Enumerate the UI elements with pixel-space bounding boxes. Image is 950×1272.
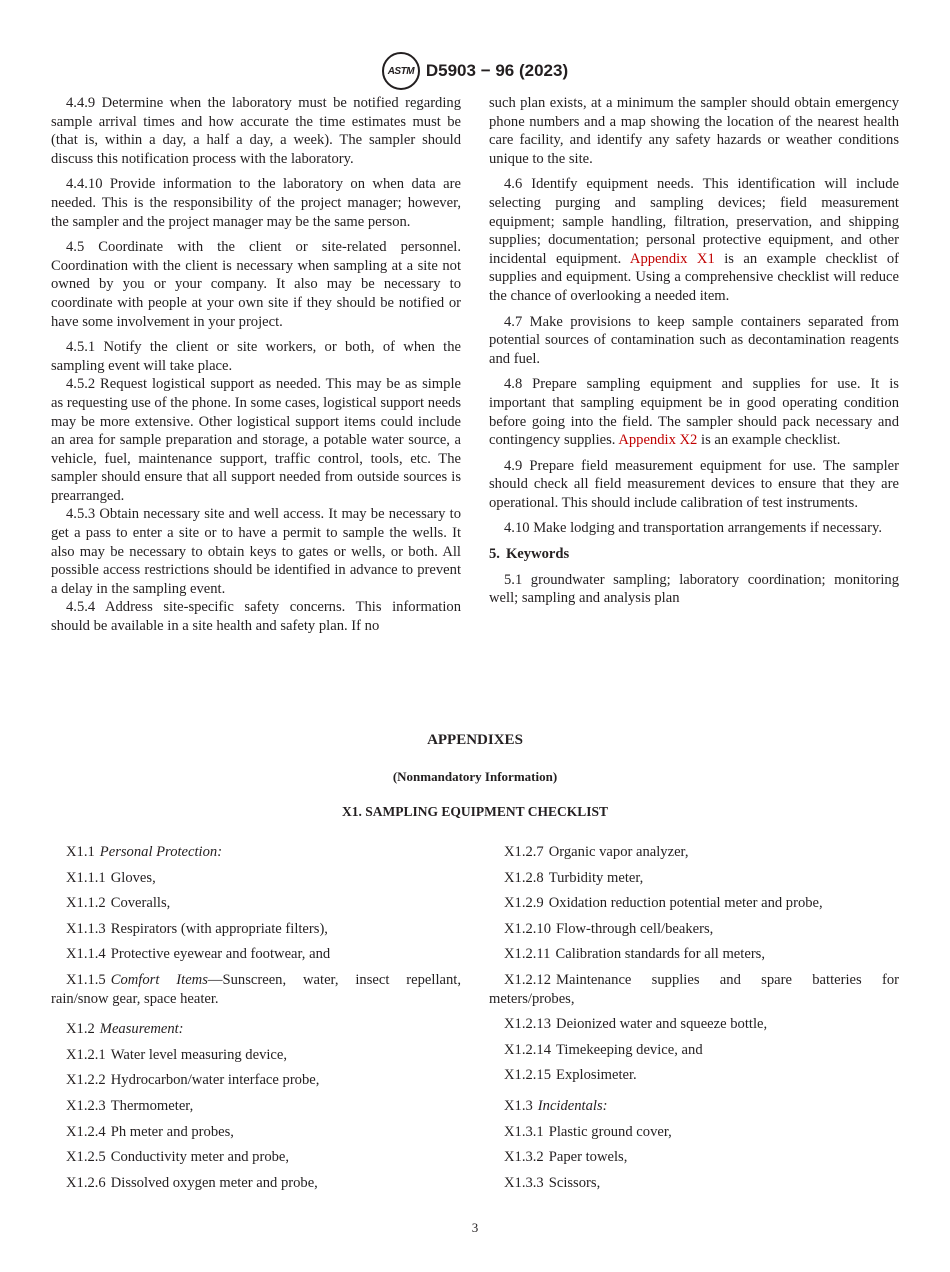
checklist-item (489, 920, 899, 939)
checklist-item (489, 1123, 899, 1142)
paragraph-4-5-4-continued: such plan exists, at a minimum the sampler should obtain emergency phone numbers and a map showing the location of the nearest health care facility, and identify any safety hazards or weather conditions unique to the site. (489, 95, 899, 167)
checklist-item-number: X1.2.8 (504, 869, 544, 886)
checklist-item-text: Plastic ground cover, (548, 1123, 672, 1140)
checklist-item-number: X1.2.14 (504, 1041, 552, 1058)
checklist-item (489, 1066, 899, 1085)
right-text-column (489, 94, 899, 615)
checklist-item (51, 1020, 461, 1039)
paragraph-4-5-2: 4.5.2 Request logistical support as needed. This may be as simple as requesting use of the phone. In some cases, logistical support needs may be more extensive. Other logistical support items could include an area for sample preparation and storage, a potable water source, a vehicle, fuel, maintenance support, traffic control, tools, etc. The sampler should ensure that all support needed from outside sources is prearranged. (51, 376, 461, 504)
checklist-item-number: X1.1.2 (66, 895, 106, 912)
checklist-item-number: X1.2.5 (66, 1149, 106, 1166)
paragraph-5-1: 5.1 groundwater sampling; laboratory coordination; monitoring well; sampling and analysis plan (489, 571, 899, 607)
p48-text: 4.8 Prepare sampling equipment and supplies for use. It is important that sampling equipment be in good operating condition before going into the field. The sampler should pack necessary and contingency supplies. (489, 376, 899, 449)
checklist-item-number: X1.2 (66, 1021, 95, 1038)
checklist-item-text: Conductivity meter and probe, (110, 1149, 290, 1166)
checklist-item-text: Respirators (with appropriate filters), (110, 920, 328, 937)
paragraph-4-8 (489, 375, 899, 449)
checklist-item (51, 1097, 461, 1116)
checklist-item (489, 1097, 899, 1116)
checklist-item-number: X1.1.5 (66, 971, 106, 988)
checklist-right-column (489, 843, 899, 1199)
checklist-item (489, 1041, 899, 1060)
checklist-item-text: Timekeeping device, and (556, 1041, 703, 1058)
checklist-item-text: Dissolved oxygen meter and probe, (110, 1174, 318, 1191)
paragraph-4-6 (489, 175, 899, 305)
checklist-item-number: X1.3 (504, 1097, 533, 1114)
checklist-item-number: X1.3.1 (504, 1123, 544, 1140)
checklist-item-text: Paper towels, (548, 1149, 628, 1166)
checklist-item (489, 1148, 899, 1167)
appendix-x2-link[interactable]: Appendix X2 (618, 432, 698, 449)
astm-logo (382, 52, 420, 90)
checklist-item (51, 1123, 461, 1142)
checklist-item-text: Ph meter and probes, (110, 1123, 234, 1140)
checklist-item-number: X1.1.1 (66, 869, 106, 886)
checklist-item (51, 971, 461, 1008)
checklist-item-text: Hydrocarbon/water interface probe, (110, 1072, 320, 1089)
p48-text-after: is an example checklist. (701, 432, 841, 449)
checklist-item-text: Incidentals: (537, 1097, 608, 1114)
astm-logo-text: ASTM (387, 65, 415, 77)
keywords-heading (489, 545, 899, 564)
checklist-item (489, 869, 899, 888)
checklist-item (489, 1015, 899, 1034)
p46-text-after: is an example checklist of supplies and equipment. Using a comprehensive checklist will reduce the chance of overlooking a needed item. (489, 250, 899, 304)
document-id: D5903 − 96 (2023) (425, 61, 569, 80)
checklist-item (51, 1148, 461, 1167)
checklist-item-text: Personal Protection: (99, 844, 223, 860)
page-header (0, 52, 950, 90)
checklist-item-text: Gloves, (110, 869, 156, 886)
checklist-item-text: Calibration standards for all meters, (555, 946, 766, 963)
paragraph-4-5-1: 4.5.1 Notify the client or site workers, or both, of when the sampling event will take place. (51, 339, 461, 374)
checklist-item-text: Maintenance supplies and spare batteries for meters/probes, (489, 971, 899, 1007)
keywords-number: 5. (489, 546, 500, 563)
checklist-item-text: Scissors, (548, 1174, 601, 1191)
checklist-item-text: Organic vapor analyzer, (548, 844, 689, 860)
checklist-item (51, 843, 461, 862)
checklist-item (489, 1174, 899, 1193)
checklist-item-text: Protective eyewear and footwear, and (110, 946, 331, 963)
checklist-item-text: Water level measuring device, (110, 1046, 288, 1063)
checklist-item-text: Coveralls, (110, 895, 171, 912)
checklist-item-number: X1.3.3 (504, 1174, 544, 1191)
paragraph-4-4-9: 4.4.9 Determine when the laboratory must be notified regarding sample arrival times and how accurate the time estimates must be (that is, within a day, a half a day, a week). The sampler should discuss this notification process with the laboratory. (51, 95, 461, 167)
p46-text: 4.6 Identify equipment needs. This identification will include selecting purging and sampling devices; field measurement equipment; sample handling, filtration, preservation, and shipping supplies; documentation; personal protective equipment, and other incidental equipment. (489, 176, 899, 267)
checklist-item (51, 1174, 461, 1193)
checklist-item-number: X1.2.3 (66, 1097, 106, 1114)
checklist-item-number: X1.2.9 (504, 895, 544, 912)
checklist-item (489, 894, 899, 913)
paragraph-4-5-3: 4.5.3 Obtain necessary site and well access. It may be necessary to get a pass to enter a site or to have a permit to sample the wells. It also may be necessary to obtain keys to gates or wells, or both. All possible access restrictions should be identified in advance to prevent a delay in the sampling event. (51, 506, 461, 597)
checklist-item-number: X1.2.12 (504, 971, 552, 988)
checklist-item-text: Explosimeter. (556, 1067, 637, 1084)
checklist-item-number: X1.2.15 (504, 1067, 552, 1084)
checklist-item (489, 945, 899, 964)
checklist-item-number: X1.1.3 (66, 920, 106, 937)
checklist-item (489, 843, 899, 862)
checklist-item-number: X1.1 (66, 844, 95, 860)
checklist-item-text: Flow-through cell/beakers, (556, 920, 714, 937)
checklist-item (51, 945, 461, 964)
checklist-item-text: Deionized water and squeeze bottle, (556, 1016, 768, 1033)
checklist-item-number: X1.2.6 (66, 1174, 106, 1191)
checklist-item-number: X1.2.2 (66, 1072, 106, 1089)
paragraph-4-9: 4.9 Prepare field measurement equipment for use. The sampler should check all field measurement devices to ensure that they are operational. This should include calibration of test instruments. (489, 457, 899, 511)
keywords-title: Keywords (505, 546, 570, 563)
x1-checklist-title: X1. SAMPLING EQUIPMENT CHECKLIST (341, 804, 609, 819)
checklist-item-number: X1.2.10 (504, 920, 552, 937)
checklist-item-number: X1.2.7 (504, 844, 544, 860)
checklist-left-column (51, 843, 461, 1199)
checklist-item-text: Oxidation reduction potential meter and probe, (548, 895, 823, 912)
checklist-item-text: Measurement: (99, 1021, 184, 1038)
checklist-item (51, 1071, 461, 1090)
checklist-item-text: —Sunscreen, water, insect repellant, rain/snow gear, space heater. (51, 971, 461, 1007)
checklist-item (51, 1046, 461, 1065)
appendix-x1-link[interactable]: Appendix X1 (629, 250, 715, 267)
checklist-item-number: X1.3.2 (504, 1149, 544, 1166)
page-number: 3 (471, 1220, 479, 1235)
paragraph-4-10: 4.10 Make lodging and transportation arrangements if necessary. (504, 520, 882, 537)
checklist-item-number: X1.2.1 (66, 1046, 106, 1063)
checklist-item (51, 894, 461, 913)
checklist-item (489, 971, 899, 1008)
paragraph-4-5: 4.5 Coordinate with the client or site-related personnel. Coordination with the client is necessary when sampling at a site not owned by you or your company. It also may be necessary to coordinate with people at your own site if they should be notified or have some involvement in your project. (51, 239, 461, 330)
checklist-item-number: X1.2.13 (504, 1016, 552, 1033)
paragraph-4-5-4: 4.5.4 Address site-specific safety concerns. This information should be available in a site health and safety plan. If no (51, 599, 461, 635)
paragraph-4-4-10: 4.4.10 Provide information to the laboratory on when data are needed. This is the responsibility of the project manager; however, the sampler and the project manager may be the same person. (51, 176, 461, 230)
paragraph-4-7: 4.7 Make provisions to keep sample containers separated from potential sources of contamination such as decontamination reagents and fuel. (489, 313, 899, 367)
checklist-item-number: X1.1.4 (66, 946, 106, 963)
checklist-item-number: X1.2.4 (66, 1123, 106, 1140)
appendixes-subtitle: (Nonmandatory Information) (392, 769, 558, 784)
checklist-item-text: Turbidity meter, (548, 869, 644, 886)
checklist-item (51, 920, 461, 939)
checklist-item-text: Thermometer, (110, 1097, 194, 1114)
appendixes-title: APPENDIXES (427, 732, 523, 748)
checklist-item-number: X1.2.11 (504, 946, 551, 963)
checklist-item (51, 869, 461, 888)
checklist-item-italic-lead: Comfort Items (110, 971, 208, 988)
left-text-column (51, 94, 461, 643)
